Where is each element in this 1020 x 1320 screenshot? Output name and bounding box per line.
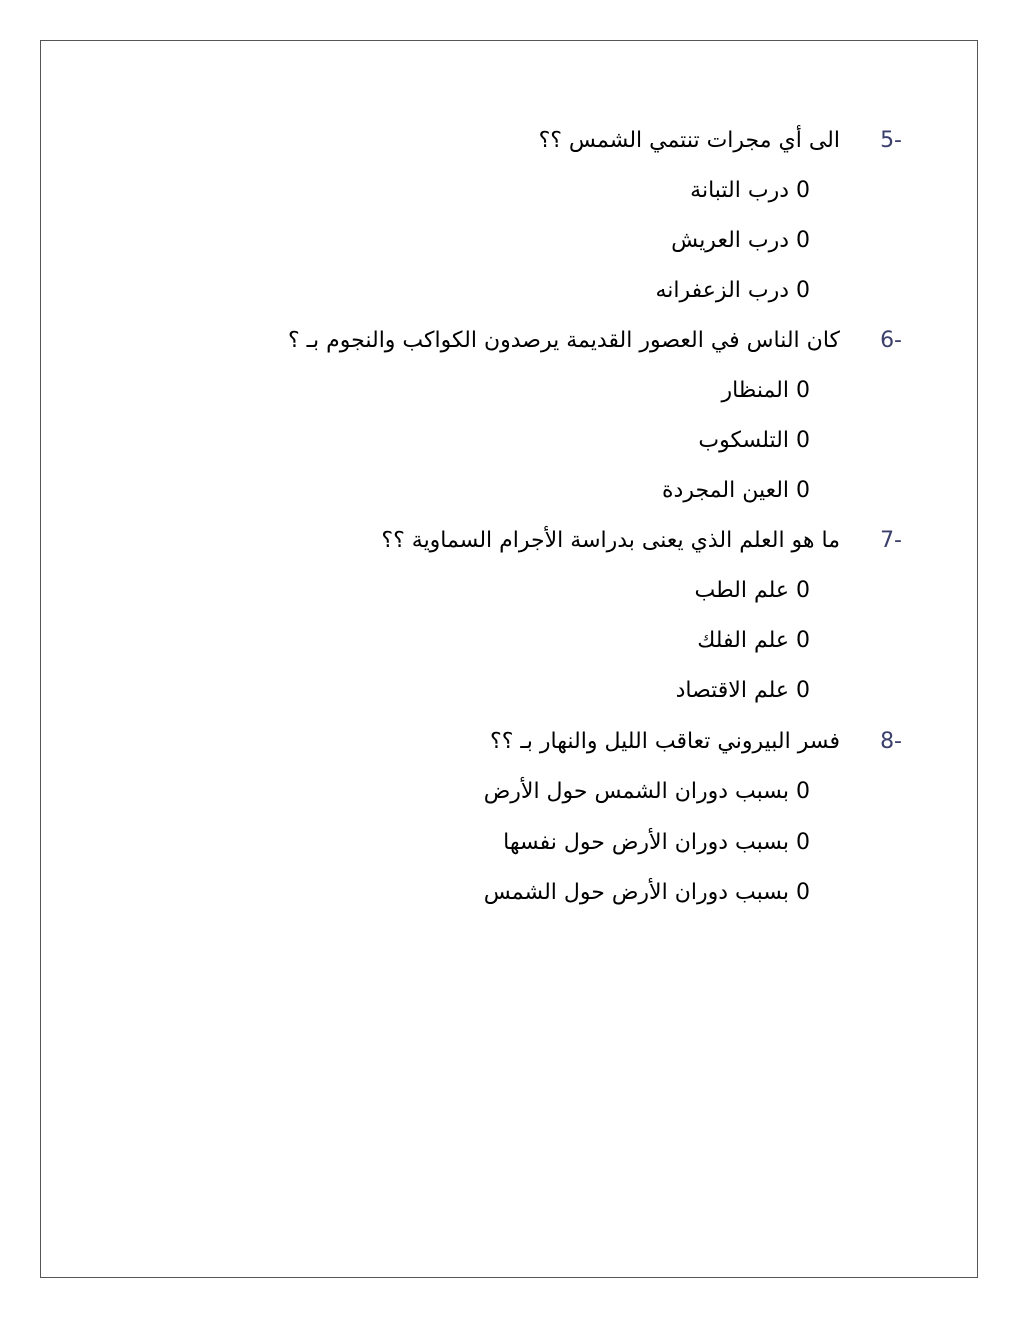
question-text: كان الناس في العصور القديمة يرصدون الكواكب والنجوم بـ ؟	[287, 328, 840, 353]
answer-option[interactable]: 0 بسبب دوران الأرض حول الشمس	[483, 880, 810, 905]
answer-option[interactable]: 0 التلسكوب	[698, 428, 810, 453]
answer-option[interactable]: 0 بسبب دوران الأرض حول نفسها	[503, 830, 810, 855]
answer-option[interactable]: 0 بسبب دوران الشمس حول الأرض	[483, 779, 810, 804]
question-number: 5-	[880, 128, 902, 153]
answer-option[interactable]: 0 العين المجردة	[662, 478, 810, 503]
answer-option[interactable]: 0 علم الاقتصاد	[675, 678, 810, 703]
answer-option[interactable]: 0 علم الفلك	[697, 628, 810, 653]
question-number: 7-	[880, 528, 902, 553]
answer-option[interactable]: 0 درب العريش	[671, 228, 810, 253]
page-border	[40, 40, 978, 1278]
question-text: فسر البيروني تعاقب الليل والنهار بـ ؟؟	[490, 729, 840, 754]
question-number: 6-	[880, 328, 902, 353]
question-text: ما هو العلم الذي يعنى بدراسة الأجرام السماوية ؟؟	[381, 528, 840, 553]
question-text: الى أي مجرات تنتمي الشمس ؟؟	[538, 128, 840, 153]
answer-option[interactable]: 0 درب التبانة	[690, 178, 810, 203]
answer-option[interactable]: 0 درب الزعفرانه	[655, 278, 810, 303]
answer-option[interactable]: 0 علم الطب	[694, 578, 810, 603]
answer-option[interactable]: 0 المنظار	[721, 378, 810, 403]
question-number: 8-	[880, 729, 902, 754]
